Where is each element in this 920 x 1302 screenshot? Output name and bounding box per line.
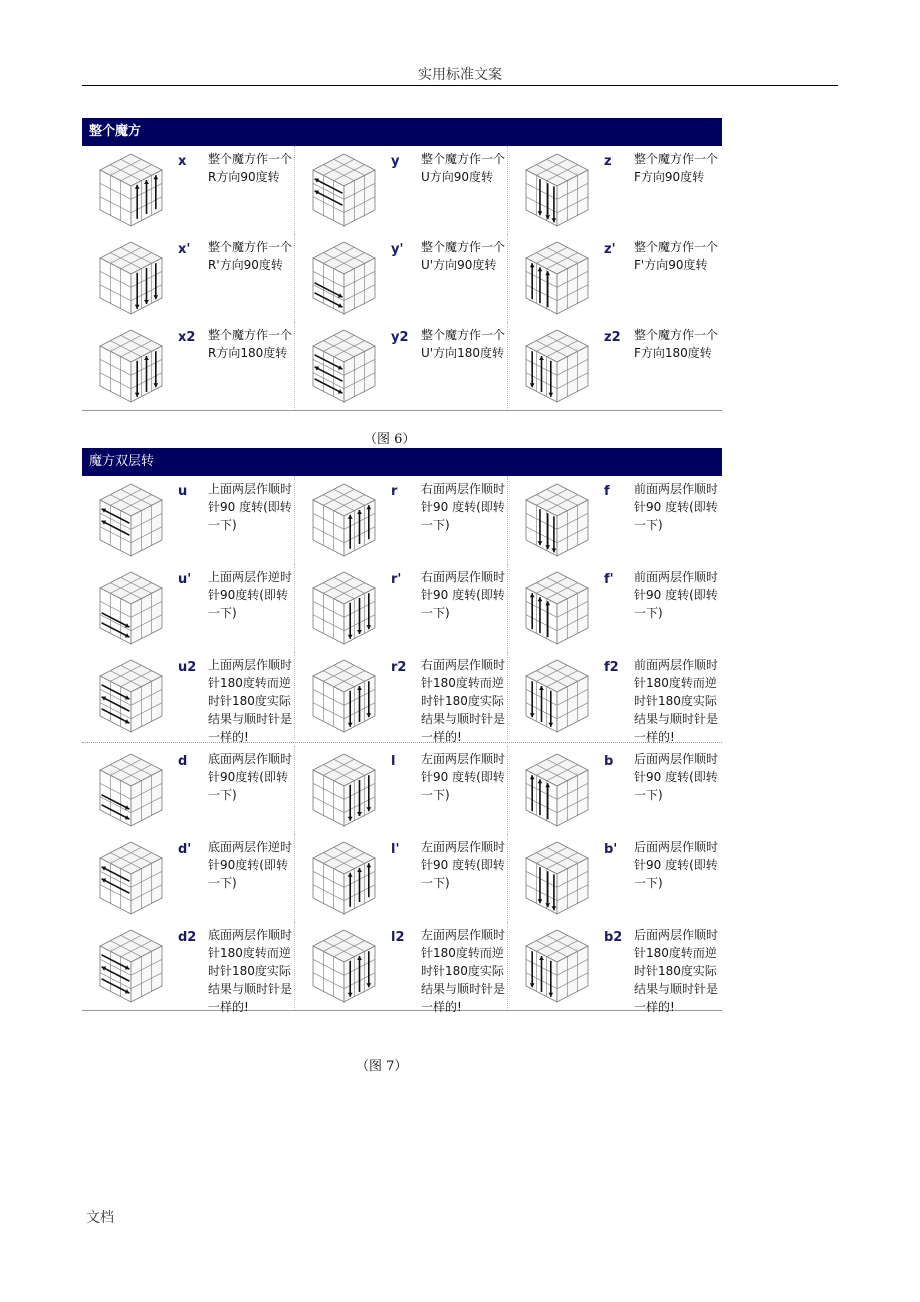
move-description: 上面两层作顺时针90 度转(即转一下) — [208, 482, 293, 532]
move-row — [82, 476, 722, 564]
figure-caption: （图 6） — [364, 432, 416, 447]
move-code: r2 — [391, 660, 407, 675]
move-cell — [295, 922, 508, 1014]
move-description: 右面两层作顺时针90 度转(即转一下) — [421, 482, 506, 532]
move-cell — [295, 746, 508, 834]
move-cell — [295, 652, 508, 744]
move-row — [82, 322, 722, 410]
move-cell — [82, 146, 295, 234]
section-bottom-rule — [82, 1010, 722, 1011]
move-cell — [82, 746, 295, 834]
move-code: l — [391, 754, 396, 769]
move-cell — [508, 476, 720, 564]
move-cell — [82, 834, 295, 922]
move-description: 底面两层作顺时针180度转而逆时针180度实际结果与顺时针是一样的! — [208, 928, 293, 1014]
move-row — [82, 746, 722, 834]
move-cell — [508, 746, 720, 834]
move-cell — [508, 146, 720, 234]
section-bottom-rule — [82, 410, 722, 411]
move-code: x — [178, 154, 187, 169]
cube-diagram — [522, 482, 592, 558]
move-cell — [508, 322, 720, 410]
move-description: 上面两层作逆时针90度转(即转一下) — [208, 570, 293, 620]
move-cell — [508, 922, 720, 1014]
move-description: 整个魔方作一个F方向90度转 — [634, 152, 719, 184]
cube-diagram — [309, 328, 379, 404]
move-cell — [295, 146, 508, 234]
page-header: 实用标准文案 — [418, 67, 502, 83]
cube-diagram — [96, 928, 166, 1004]
move-description: 左面两层作顺时针180度转而逆时针180度实际结果与顺时针是一样的! — [421, 928, 506, 1014]
move-code: b2 — [604, 930, 623, 945]
move-description: 右面两层作顺时针180度转而逆时针180度实际结果与顺时针是一样的! — [421, 658, 506, 744]
cube-diagram — [309, 152, 379, 228]
move-code: d — [178, 754, 188, 769]
cube-diagram — [522, 240, 592, 316]
move-cell — [508, 234, 720, 322]
page-footer: 文档 — [86, 1210, 114, 1226]
cube-diagram — [522, 658, 592, 734]
move-code: x' — [178, 242, 191, 257]
cube-diagram — [309, 752, 379, 828]
move-cell — [82, 322, 295, 410]
header-rule — [82, 85, 838, 86]
move-code: b — [604, 754, 614, 769]
move-cell — [82, 564, 295, 652]
move-code: u — [178, 484, 188, 499]
move-cell — [82, 922, 295, 1014]
move-code: f2 — [604, 660, 619, 675]
cube-diagram — [309, 840, 379, 916]
cube-diagram — [96, 240, 166, 316]
cube-diagram — [522, 152, 592, 228]
move-description: 前面两层作顺时针90 度转(即转一下) — [634, 482, 719, 532]
move-description: 左面两层作顺时针90 度转(即转一下) — [421, 752, 506, 802]
move-code: y' — [391, 242, 404, 257]
cube-diagram — [309, 928, 379, 1004]
move-code: y2 — [391, 330, 409, 345]
move-row — [82, 234, 722, 322]
cube-diagram — [96, 752, 166, 828]
move-cell — [82, 234, 295, 322]
cube-diagram — [522, 840, 592, 916]
move-row — [82, 146, 722, 234]
cube-diagram — [96, 152, 166, 228]
move-code: z — [604, 154, 612, 169]
move-code: l2 — [391, 930, 405, 945]
move-description: 整个魔方作一个U方向90度转 — [421, 152, 506, 184]
cube-diagram — [96, 840, 166, 916]
move-description: 前面两层作顺时针90 度转(即转一下) — [634, 570, 719, 620]
cube-diagram — [309, 658, 379, 734]
move-description: 后面两层作顺时针90 度转(即转一下) — [634, 840, 719, 890]
section-title: 整个魔方 — [82, 118, 722, 146]
move-grid — [82, 146, 722, 410]
move-row — [82, 564, 722, 652]
section-whole-cube — [82, 118, 722, 411]
cube-diagram — [522, 328, 592, 404]
move-description: 整个魔方作一个R方向180度转 — [208, 328, 293, 360]
move-cell — [295, 564, 508, 652]
cube-diagram — [309, 240, 379, 316]
move-code: z' — [604, 242, 616, 257]
move-code: x2 — [178, 330, 196, 345]
move-description: 整个魔方作一个R方向90度转 — [208, 152, 293, 184]
move-description: 左面两层作顺时针90 度转(即转一下) — [421, 840, 506, 890]
cube-diagram — [522, 570, 592, 646]
move-cell — [508, 834, 720, 922]
move-code: l' — [391, 842, 400, 857]
move-cell — [82, 476, 295, 564]
cube-diagram — [309, 570, 379, 646]
move-cell — [295, 476, 508, 564]
move-description: 底面两层作顺时针90度转(即转一下) — [208, 752, 293, 802]
move-description: 整个魔方作一个U'方向180度转 — [421, 328, 506, 360]
cube-diagram — [96, 482, 166, 558]
move-description: 右面两层作顺时针90 度转(即转一下) — [421, 570, 506, 620]
move-grid — [82, 476, 722, 1014]
move-description: 整个魔方作一个F方向180度转 — [634, 328, 719, 360]
move-description: 后面两层作顺时针180度转而逆时针180度实际结果与顺时针是一样的! — [634, 928, 719, 1014]
move-row — [82, 922, 722, 1014]
row-separator — [82, 742, 722, 744]
cube-diagram — [522, 928, 592, 1004]
move-code: b' — [604, 842, 618, 857]
move-row — [82, 834, 722, 922]
cube-diagram — [96, 570, 166, 646]
move-cell — [508, 652, 720, 744]
move-code: d' — [178, 842, 192, 857]
move-description: 底面两层作逆时针90度转(即转一下) — [208, 840, 293, 890]
move-code: r' — [391, 572, 402, 587]
move-description: 后面两层作顺时针90 度转(即转一下) — [634, 752, 719, 802]
cube-diagram — [96, 328, 166, 404]
cube-diagram — [522, 752, 592, 828]
move-code: z2 — [604, 330, 621, 345]
cube-diagram — [309, 482, 379, 558]
move-cell — [295, 234, 508, 322]
section-title: 魔方双层转 — [82, 448, 722, 476]
move-cell — [82, 652, 295, 744]
move-description: 整个魔方作一个R'方向90度转 — [208, 240, 293, 272]
move-cell — [508, 564, 720, 652]
move-description: 整个魔方作一个U'方向90度转 — [421, 240, 506, 272]
move-code: f' — [604, 572, 614, 587]
section-double-layer — [82, 448, 722, 1014]
figure-caption: （图 7） — [356, 1059, 408, 1074]
move-code: f — [604, 484, 610, 499]
cube-diagram — [96, 658, 166, 734]
move-description: 上面两层作顺时针180度转而逆时针180度实际结果与顺时针是一样的! — [208, 658, 293, 744]
move-cell — [295, 322, 508, 410]
move-cell — [295, 834, 508, 922]
move-code: d2 — [178, 930, 197, 945]
move-code: u2 — [178, 660, 197, 675]
move-row — [82, 652, 722, 744]
move-code: u' — [178, 572, 192, 587]
move-description: 前面两层作顺时针180度转而逆时针180度实际结果与顺时针是一样的! — [634, 658, 719, 744]
move-code: y — [391, 154, 400, 169]
move-code: r — [391, 484, 398, 499]
move-description: 整个魔方作一个F'方向90度转 — [634, 240, 719, 272]
